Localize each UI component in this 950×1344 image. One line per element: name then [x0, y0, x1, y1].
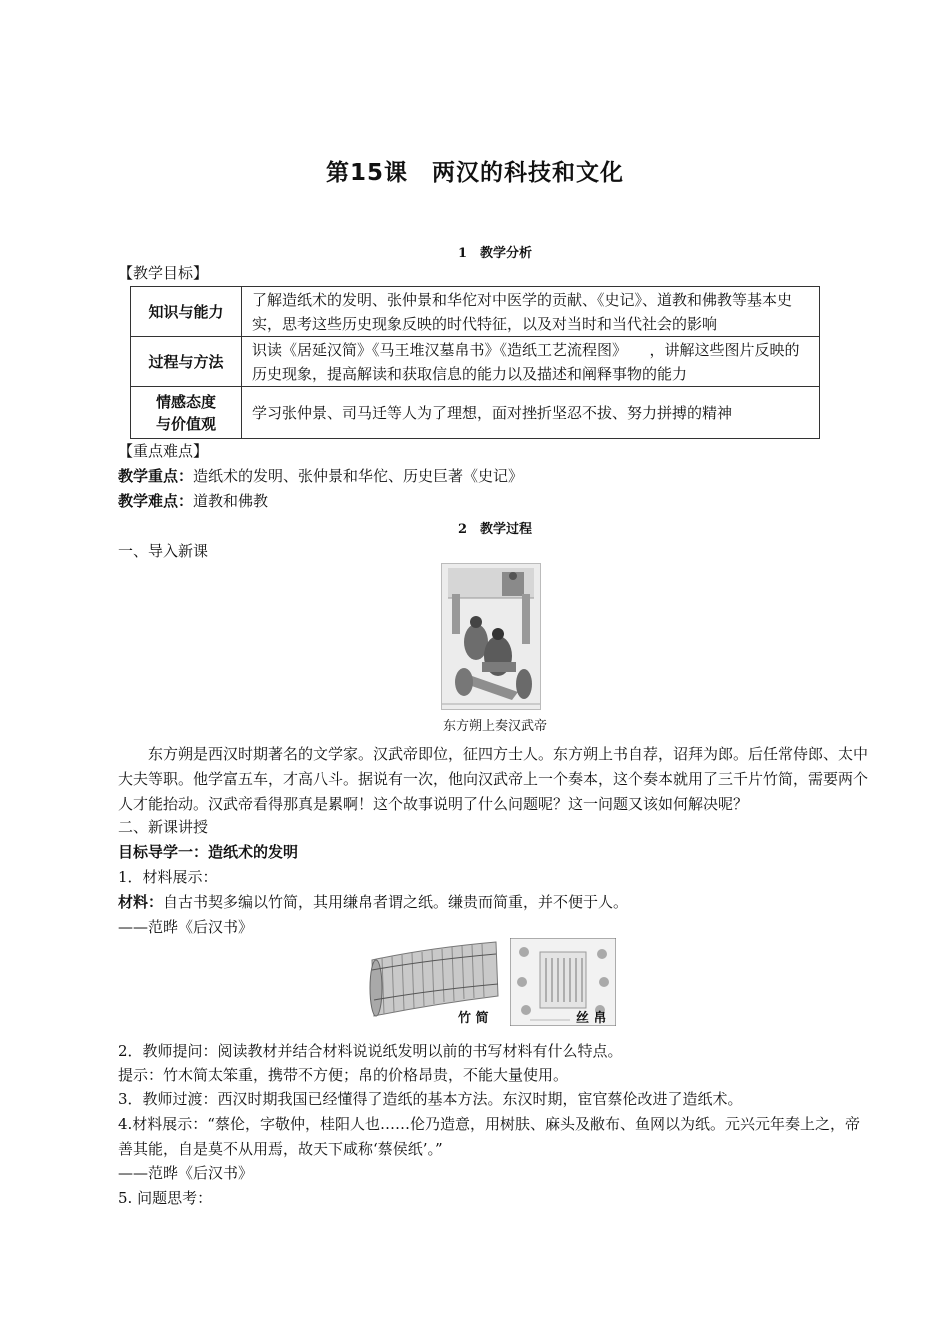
intro-paragraph: 东方朔是西汉时期著名的文学家。汉武帝即位，征四方士人。东方朔上书自荐，诏拜为郎。后任常侍郎、太中大夫等职。他学富五车，才高八斗。据说有一次，他向汉武帝上一个奏本，这个奏本就用了三千片竹简，需要两个人才能抬动。汉武帝看得那真是累啊！这个故事说明了什么问题呢？这一问题又该如何解决呢？	[118, 745, 869, 813]
table-row	[131, 387, 820, 439]
goal-category-line2: 与价值观	[155, 414, 216, 433]
source-citation-2: ——范晔《后汉书》	[118, 1164, 254, 1182]
key-point-label: 教学重点：	[118, 467, 194, 485]
goal-content: 了解造纸术的发明、张仲景和华佗对中医学的贡献、《史记》、道教和佛教等基本史实，思考这些历史现象反映的时代特征，以及对当时和当代社会的影响	[242, 287, 820, 337]
section-heading-process: 2 教学过程	[457, 522, 533, 537]
keypoints-header: 【重点难点】	[118, 442, 209, 460]
silk-manuscript-image	[510, 938, 616, 1026]
source-citation: ——范晔《后汉书》	[118, 918, 254, 936]
page-title: 第15课 两汉的科技和文化	[325, 160, 624, 186]
target-heading: 目标导学一：造纸术的发明	[118, 843, 299, 861]
difficulty-line	[118, 490, 268, 512]
illustration-dongfang-shuo	[441, 563, 541, 710]
step-1: 1．材料展示：	[118, 868, 218, 886]
table-row	[131, 287, 820, 337]
goal-content: 识读《居延汉简》《马王堆汉墓帛书》《造纸工艺流程图》 ，讲解这些图片反映的历史现象，提高解读和获取信息的能力以及描述和阐释事物的能力	[242, 337, 820, 387]
step-4: 4.材料展示：“蔡伦，字敬仲，桂阳人也……伦乃造意，用树肤、麻头及敝布、鱼网以为纸。元兴元年奏上之，帝善其能，自是莫不从用焉，故天下咸称‘蔡侯纸’。”	[118, 1115, 860, 1158]
step-5: 5. 问题思考：	[118, 1189, 213, 1207]
goal-category	[131, 387, 242, 439]
teaching-goals-table	[130, 286, 820, 439]
goals-header: 【教学目标】	[118, 264, 209, 282]
material-line	[118, 891, 628, 913]
new-lesson-heading: 二、新课讲授	[118, 818, 209, 836]
section-heading-analysis: 1 教学分析	[457, 246, 533, 261]
goal-category: 过程与方法	[131, 337, 242, 387]
image-caption-dongfang-shuo: 东方朔上奏汉武帝	[442, 719, 547, 734]
key-point-line	[118, 465, 523, 487]
intro-heading: 一、导入新课	[118, 542, 209, 560]
material-label: 材料：	[118, 893, 164, 911]
silk-manuscript-caption: 丝 帛	[576, 1011, 607, 1026]
table-row	[131, 337, 820, 387]
bamboo-slips-caption: 竹 简	[456, 1007, 491, 1026]
key-point-text: 造纸术的发明、张仲景和华佗、历史巨著《史记》	[193, 467, 524, 485]
difficulty-label: 教学难点：	[118, 492, 194, 510]
step-2: 2．教师提问：阅读教材并结合材料说说纸发明以前的书写材料有什么特点。	[118, 1042, 623, 1060]
hint: 提示：竹木简太笨重，携带不方便；帛的价格昂贵，不能大量使用。	[118, 1066, 569, 1084]
step-3: 3．教师过渡：西汉时期我国已经懂得了造纸的基本方法。东汉时期，宦官蔡伦改进了造纸术。	[118, 1090, 743, 1108]
bamboo-slips-image	[368, 938, 502, 1026]
goal-content: 学习张仲景、司马迁等人为了理想，面对挫折坚忍不拔、努力拼搏的精神	[242, 387, 820, 439]
goal-category-line1: 情感态度	[155, 392, 216, 411]
goal-category: 知识与能力	[131, 287, 242, 337]
material-text: 自古书契多编以竹简，其用缣帛者谓之纸。缣贵而简重，并不便于人。	[163, 893, 629, 911]
difficulty-text: 道教和佛教	[193, 492, 269, 510]
illustration-drawing	[442, 564, 540, 709]
